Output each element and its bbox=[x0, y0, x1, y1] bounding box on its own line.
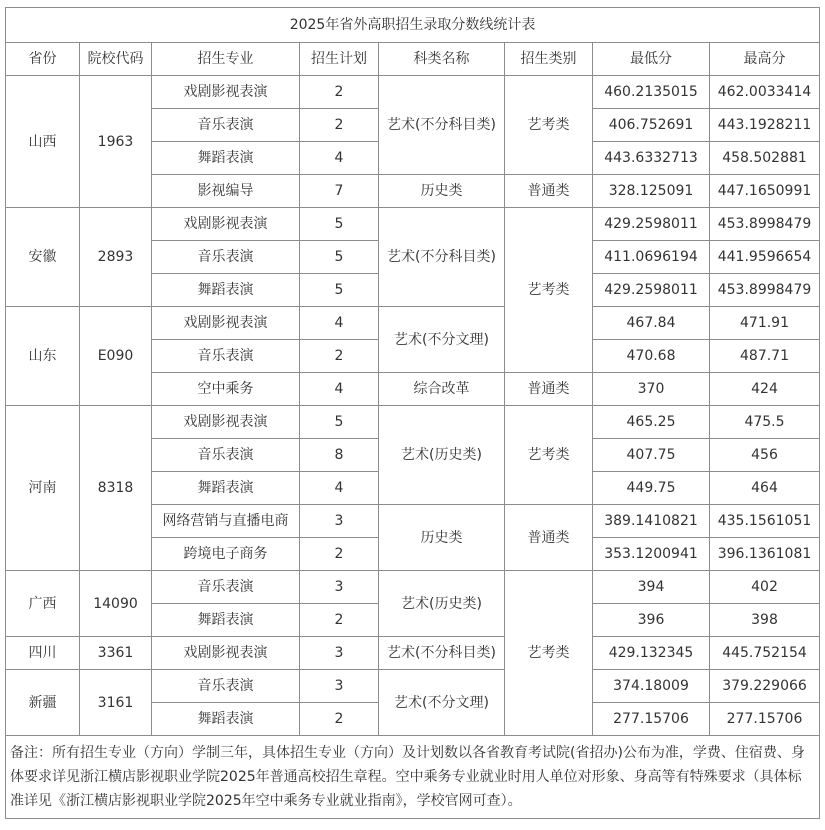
major-cell: 舞蹈表演 bbox=[152, 472, 300, 505]
table-row bbox=[6, 406, 820, 439]
min-score-cell: 465.25 bbox=[593, 406, 710, 439]
major-cell: 影视编导 bbox=[152, 175, 300, 208]
max-score-cell: 456 bbox=[710, 439, 820, 472]
plan-cell: 2 bbox=[300, 76, 379, 109]
table-row bbox=[6, 307, 820, 340]
header-min-score: 最低分 bbox=[593, 43, 710, 76]
school-code-cell: 2893 bbox=[80, 208, 152, 307]
max-score-cell: 462.0033414 bbox=[710, 76, 820, 109]
table-title: 2025年省外高职招生录取分数线统计表 bbox=[6, 8, 820, 43]
table-row bbox=[6, 670, 820, 703]
header-subject-type: 科类名称 bbox=[379, 43, 505, 76]
min-score-cell: 470.68 bbox=[593, 340, 710, 373]
major-cell: 戏剧影视表演 bbox=[152, 406, 300, 439]
header-major: 招生专业 bbox=[152, 43, 300, 76]
max-score-cell: 447.1650991 bbox=[710, 175, 820, 208]
plan-cell: 2 bbox=[300, 340, 379, 373]
max-score-cell: 435.1561051 bbox=[710, 505, 820, 538]
major-cell: 网络营销与直播电商 bbox=[152, 505, 300, 538]
plan-cell: 3 bbox=[300, 505, 379, 538]
max-score-cell: 396.1361081 bbox=[710, 538, 820, 571]
header-plan: 招生计划 bbox=[300, 43, 379, 76]
plan-cell: 2 bbox=[300, 109, 379, 142]
table-note: 备注：所有招生专业（方向）学制三年，具体招生专业（方向）及计划数以各省教育考试院(省招办)公布为准，学费、住宿费、身体要求详见浙江横店影视职业学院2025年普通高校招生章程。空中乘务专业就业时用人单位对形象、身高等有特殊要求（具体标准详见《浙江横店影视职业学院2025年空中乘务专业就业指南》，学校官网可查）。 bbox=[6, 736, 820, 819]
plan-cell: 4 bbox=[300, 472, 379, 505]
major-cell: 舞蹈表演 bbox=[152, 142, 300, 175]
max-score-cell: 379.229066 bbox=[710, 670, 820, 703]
category-cell: 艺考类 bbox=[505, 406, 593, 505]
max-score-cell: 475.5 bbox=[710, 406, 820, 439]
min-score-cell: 374.18009 bbox=[593, 670, 710, 703]
province-cell: 广西 bbox=[6, 571, 80, 637]
school-code-cell: 3361 bbox=[80, 637, 152, 670]
subject-type-cell: 艺术(不分文理) bbox=[379, 670, 505, 736]
subject-type-cell: 艺术(不分科目类) bbox=[379, 76, 505, 175]
major-cell: 音乐表演 bbox=[152, 439, 300, 472]
min-score-cell: 394 bbox=[593, 571, 710, 604]
plan-cell: 3 bbox=[300, 670, 379, 703]
province-cell: 安徽 bbox=[6, 208, 80, 307]
subject-type-cell: 历史类 bbox=[379, 175, 505, 208]
plan-cell: 2 bbox=[300, 703, 379, 736]
max-score-cell: 441.9596654 bbox=[710, 241, 820, 274]
subject-type-cell: 艺术(不分科目类) bbox=[379, 208, 505, 307]
major-cell: 空中乘务 bbox=[152, 373, 300, 406]
max-score-cell: 277.15706 bbox=[710, 703, 820, 736]
category-cell: 艺考类 bbox=[505, 208, 593, 373]
major-cell: 音乐表演 bbox=[152, 109, 300, 142]
subject-type-cell: 综合改革 bbox=[379, 373, 505, 406]
plan-cell: 7 bbox=[300, 175, 379, 208]
subject-type-cell: 艺术(不分科目类) bbox=[379, 637, 505, 670]
province-cell: 新疆 bbox=[6, 670, 80, 736]
min-score-cell: 429.132345 bbox=[593, 637, 710, 670]
min-score-cell: 460.2135015 bbox=[593, 76, 710, 109]
min-score-cell: 370 bbox=[593, 373, 710, 406]
major-cell: 戏剧影视表演 bbox=[152, 76, 300, 109]
plan-cell: 5 bbox=[300, 406, 379, 439]
min-score-cell: 396 bbox=[593, 604, 710, 637]
major-cell: 音乐表演 bbox=[152, 241, 300, 274]
min-score-cell: 406.752691 bbox=[593, 109, 710, 142]
major-cell: 戏剧影视表演 bbox=[152, 637, 300, 670]
major-cell: 戏剧影视表演 bbox=[152, 307, 300, 340]
major-cell: 戏剧影视表演 bbox=[152, 208, 300, 241]
min-score-cell: 411.0696194 bbox=[593, 241, 710, 274]
major-cell: 音乐表演 bbox=[152, 340, 300, 373]
min-score-cell: 389.1410821 bbox=[593, 505, 710, 538]
plan-cell: 5 bbox=[300, 241, 379, 274]
min-score-cell: 443.6332713 bbox=[593, 142, 710, 175]
min-score-cell: 407.75 bbox=[593, 439, 710, 472]
max-score-cell: 471.91 bbox=[710, 307, 820, 340]
school-code-cell: 14090 bbox=[80, 571, 152, 637]
max-score-cell: 443.1928211 bbox=[710, 109, 820, 142]
header-province: 省份 bbox=[6, 43, 80, 76]
header-max-score: 最高分 bbox=[710, 43, 820, 76]
major-cell: 舞蹈表演 bbox=[152, 274, 300, 307]
subject-type-cell: 艺术(历史类) bbox=[379, 571, 505, 637]
plan-cell: 2 bbox=[300, 604, 379, 637]
min-score-cell: 467.84 bbox=[593, 307, 710, 340]
max-score-cell: 402 bbox=[710, 571, 820, 604]
table-row bbox=[6, 637, 820, 670]
score-table-container bbox=[5, 7, 819, 819]
max-score-cell: 453.8998479 bbox=[710, 208, 820, 241]
plan-cell: 4 bbox=[300, 142, 379, 175]
province-cell: 河南 bbox=[6, 406, 80, 571]
min-score-cell: 429.2598011 bbox=[593, 274, 710, 307]
max-score-cell: 458.502881 bbox=[710, 142, 820, 175]
major-cell: 舞蹈表演 bbox=[152, 703, 300, 736]
category-cell: 普通类 bbox=[505, 505, 593, 571]
school-code-cell: 1963 bbox=[80, 76, 152, 208]
plan-cell: 3 bbox=[300, 637, 379, 670]
school-code-cell: E090 bbox=[80, 307, 152, 406]
min-score-cell: 353.1200941 bbox=[593, 538, 710, 571]
major-cell: 音乐表演 bbox=[152, 571, 300, 604]
school-code-cell: 3161 bbox=[80, 670, 152, 736]
max-score-cell: 487.71 bbox=[710, 340, 820, 373]
plan-cell: 4 bbox=[300, 307, 379, 340]
min-score-cell: 277.15706 bbox=[593, 703, 710, 736]
plan-cell: 5 bbox=[300, 208, 379, 241]
max-score-cell: 445.752154 bbox=[710, 637, 820, 670]
header-category: 招生类别 bbox=[505, 43, 593, 76]
header-school-code: 院校代码 bbox=[80, 43, 152, 76]
major-cell: 音乐表演 bbox=[152, 670, 300, 703]
plan-cell: 2 bbox=[300, 538, 379, 571]
major-cell: 跨境电子商务 bbox=[152, 538, 300, 571]
table-row bbox=[6, 571, 820, 604]
table-row bbox=[6, 208, 820, 241]
subject-type-cell: 艺术(历史类) bbox=[379, 406, 505, 505]
max-score-cell: 453.8998479 bbox=[710, 274, 820, 307]
province-cell: 山西 bbox=[6, 76, 80, 208]
max-score-cell: 424 bbox=[710, 373, 820, 406]
category-cell: 艺考类 bbox=[505, 571, 593, 736]
table-row bbox=[6, 76, 820, 109]
plan-cell: 5 bbox=[300, 274, 379, 307]
subject-type-cell: 艺术(不分文理) bbox=[379, 307, 505, 373]
plan-cell: 8 bbox=[300, 439, 379, 472]
subject-type-cell: 历史类 bbox=[379, 505, 505, 571]
major-cell: 舞蹈表演 bbox=[152, 604, 300, 637]
category-cell: 艺考类 bbox=[505, 76, 593, 175]
province-cell: 四川 bbox=[6, 637, 80, 670]
plan-cell: 3 bbox=[300, 571, 379, 604]
min-score-cell: 449.75 bbox=[593, 472, 710, 505]
max-score-cell: 398 bbox=[710, 604, 820, 637]
province-cell: 山东 bbox=[6, 307, 80, 406]
school-code-cell: 8318 bbox=[80, 406, 152, 571]
category-cell: 普通类 bbox=[505, 175, 593, 208]
min-score-cell: 429.2598011 bbox=[593, 208, 710, 241]
category-cell: 普通类 bbox=[505, 373, 593, 406]
plan-cell: 4 bbox=[300, 373, 379, 406]
max-score-cell: 464 bbox=[710, 472, 820, 505]
header-row bbox=[6, 43, 820, 76]
min-score-cell: 328.125091 bbox=[593, 175, 710, 208]
admission-score-table bbox=[5, 7, 820, 819]
